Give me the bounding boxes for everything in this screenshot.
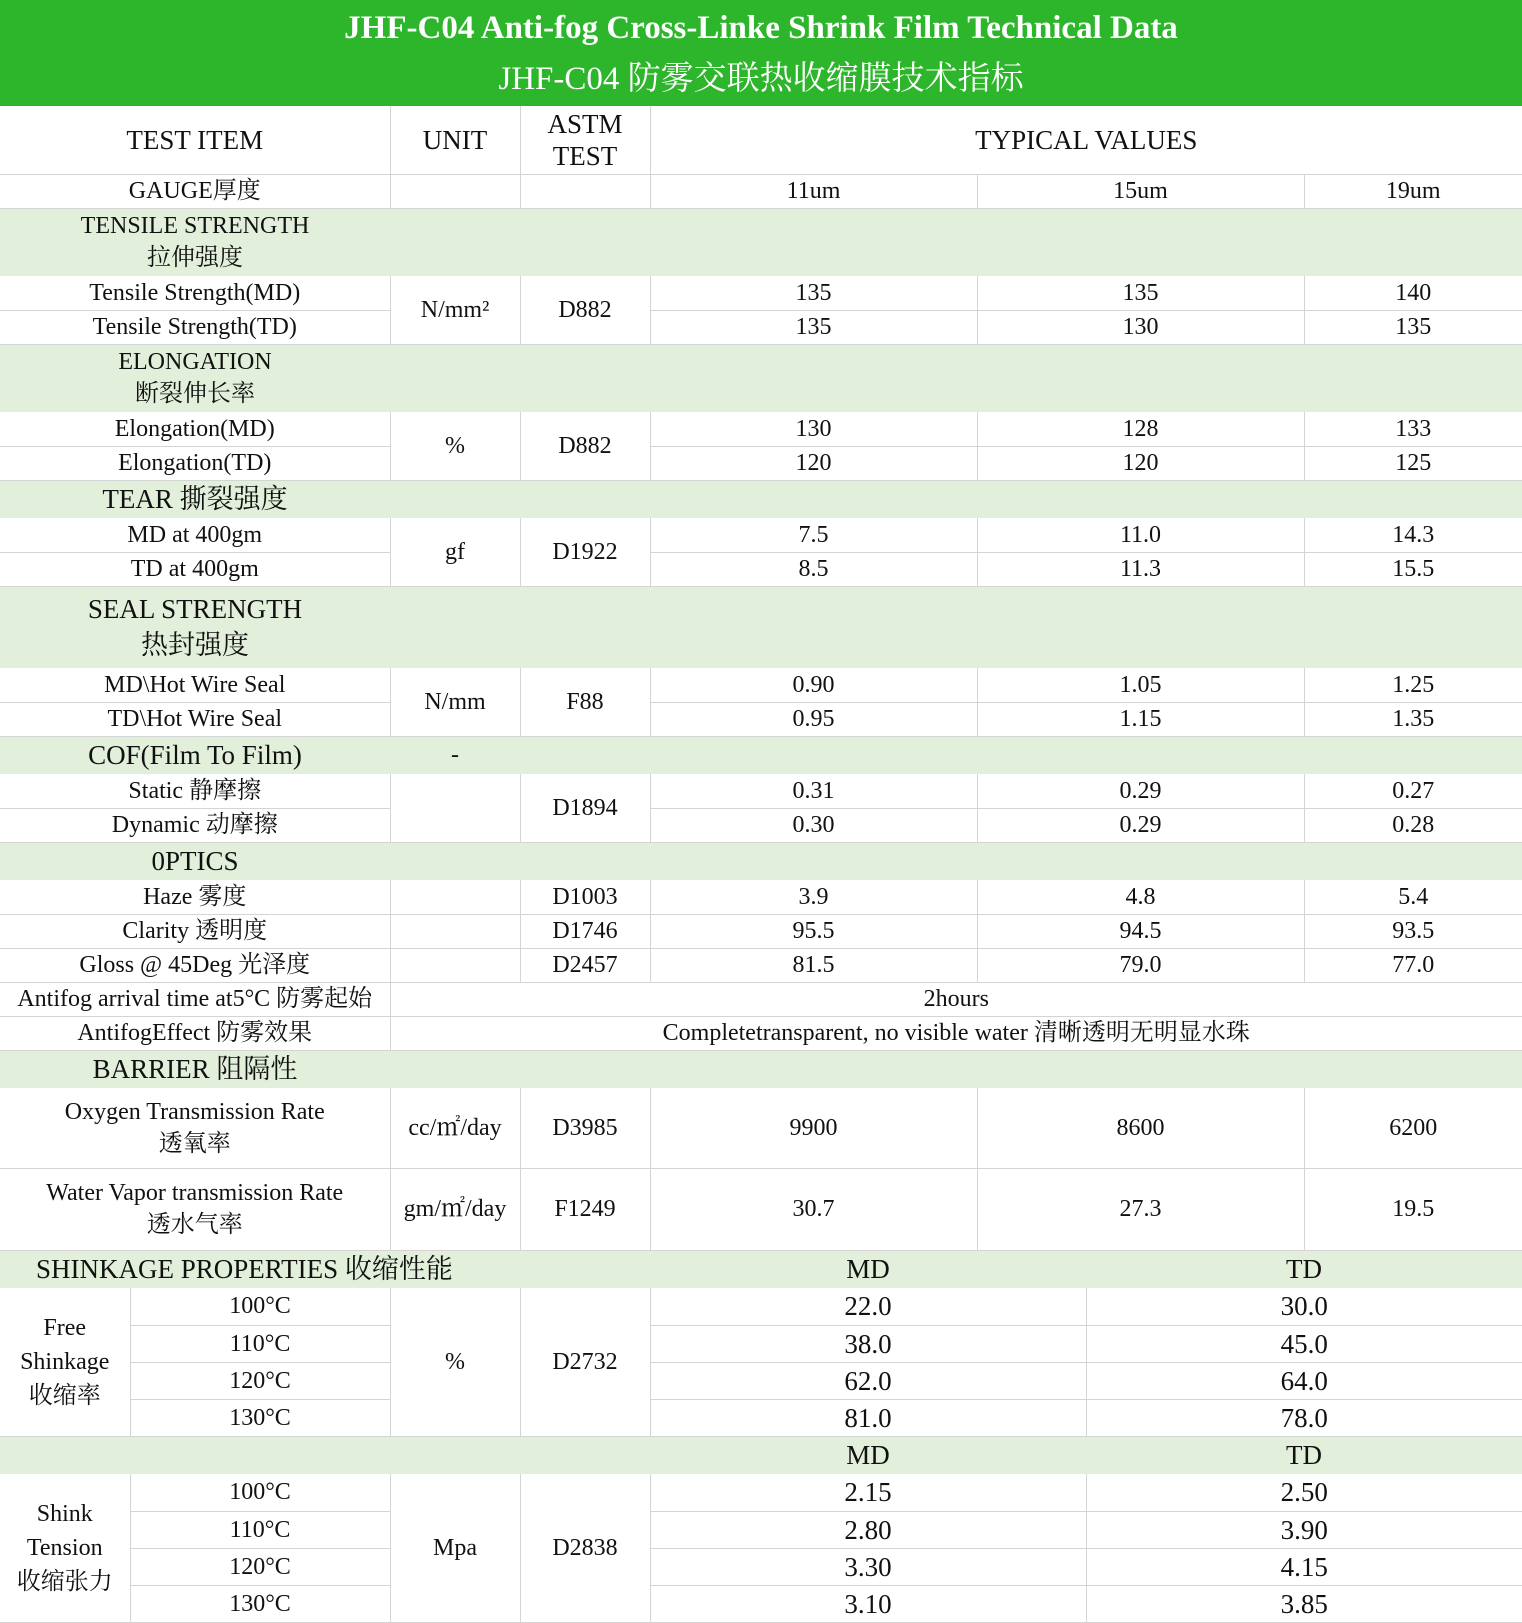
unit-cell: - (390, 736, 520, 774)
gauge-row (0, 174, 1522, 208)
table-row: Elongation(TD) 120 120 125 (0, 446, 1522, 480)
table-row: TD at 400gm 8.5 11.3 15.5 (0, 552, 1522, 586)
section-shrinkage (0, 1250, 1522, 1288)
section-seal (0, 586, 1522, 668)
md-header: MD (650, 1250, 1086, 1288)
astm-header: ASTM TEST (520, 106, 650, 174)
md-header: MD (650, 1436, 1086, 1474)
table-row: 110°C 2.80 3.90 (0, 1511, 1522, 1548)
section-title: TENSILE STRENGTH 拉伸强度 (0, 208, 390, 276)
table-row: 120°C 62.0 64.0 (0, 1362, 1522, 1399)
technical-data-table (0, 106, 1522, 1623)
unit-cell: % (390, 412, 520, 480)
table-row: Tensile Strength(MD) N/mm² D882 135 135 140 (0, 276, 1522, 310)
astm-cell: D3985 (520, 1088, 650, 1168)
table-row: 130°C 3.10 3.85 (0, 1585, 1522, 1622)
test-item-header: TEST ITEM (0, 106, 390, 174)
table-row: Clarity 透明度 D1746 95.5 94.5 93.5 (0, 914, 1522, 948)
section-tension (0, 1436, 1522, 1474)
table-row: 120°C 3.30 4.15 (0, 1548, 1522, 1585)
unit-cell: N/mm² (390, 276, 520, 344)
unit-cell: N/mm (390, 668, 520, 736)
free-shrinkage-label: Free Shinkage 收缩率 (0, 1288, 130, 1436)
section-title: SHINKAGE PROPERTIES 收缩性能 (0, 1250, 650, 1288)
section-title: TEAR 撕裂强度 (0, 480, 390, 518)
shrink-tension-label: Shink Tension 收缩张力 (0, 1474, 130, 1622)
astm-cell: F88 (520, 668, 650, 736)
table-row: Water Vapor transmission Rate 透水气率 gm/㎡/day F1249 30.7 27.3 19.5 (0, 1168, 1522, 1250)
table-row: Oxygen Transmission Rate 透氧率 cc/㎡/day D3985 9900 8600 6200 (0, 1088, 1522, 1168)
section-title: 0PTICS (0, 842, 390, 880)
astm-cell: D1746 (520, 914, 650, 948)
unit-cell: % (390, 1288, 520, 1436)
table-row: 130°C 81.0 78.0 (0, 1399, 1522, 1436)
table-row: Elongation(MD) % D882 130 128 133 (0, 412, 1522, 446)
table-row: Free Shinkage 收缩率 100°C % D2732 22.0 30.0 (0, 1288, 1522, 1325)
section-barrier (0, 1050, 1522, 1088)
title-chinese: JHF-C04 防雾交联热收缩膜技术指标 (498, 61, 1024, 97)
table-row: MD at 400gm gf D1922 7.5 11.0 14.3 (0, 518, 1522, 552)
table-row: TD\Hot Wire Seal 0.95 1.15 1.35 (0, 702, 1522, 736)
gauge-11um: 11um (650, 174, 977, 208)
astm-cell: F1249 (520, 1168, 650, 1250)
unit-cell: Mpa (390, 1474, 520, 1622)
table-row: Tensile Strength(TD) 135 130 135 (0, 310, 1522, 344)
table-row: Haze 雾度 D1003 3.9 4.8 5.4 (0, 880, 1522, 914)
astm-cell: D1922 (520, 518, 650, 586)
header-row (0, 106, 1522, 174)
section-tear (0, 480, 1522, 518)
section-elongation (0, 344, 1522, 412)
astm-cell: D1003 (520, 880, 650, 914)
astm-cell: D882 (520, 276, 650, 344)
astm-cell: D2732 (520, 1288, 650, 1436)
section-optics (0, 842, 1522, 880)
gauge-15um: 15um (977, 174, 1304, 208)
title-english: JHF-C04 Anti-fog Cross-Linke Shrink Film Technical Data (344, 10, 1178, 46)
table-row: Dynamic 动摩擦 0.30 0.29 0.28 (0, 808, 1522, 842)
astm-cell: D882 (520, 412, 650, 480)
typical-values-header: TYPICAL VALUES (650, 106, 1522, 174)
unit-cell: gf (390, 518, 520, 586)
td-header: TD (1086, 1436, 1522, 1474)
astm-cell: D1894 (520, 774, 650, 842)
td-header: TD (1086, 1250, 1522, 1288)
gauge-label: GAUGE厚度 (0, 174, 390, 208)
gauge-19um: 19um (1304, 174, 1522, 208)
section-title: ELONGATION 断裂伸长率 (0, 344, 390, 412)
antifog-arrival-row: Antifog arrival time at5°C 防雾起始 2hours (0, 982, 1522, 1016)
unit-header: UNIT (390, 106, 520, 174)
antifog-effect-row: AntifogEffect 防雾效果 Completetransparent, no visible water 清晰透明无明显水珠 (0, 1016, 1522, 1050)
table-row: 110°C 38.0 45.0 (0, 1325, 1522, 1362)
section-title: BARRIER 阻隔性 (0, 1050, 390, 1088)
section-tensile (0, 208, 1522, 276)
table-row: Static 静摩擦 D1894 0.31 0.29 0.27 (0, 774, 1522, 808)
section-title: SEAL STRENGTH 热封强度 (0, 586, 390, 668)
section-title: COF(Film To Film) (0, 736, 390, 774)
unit-cell: gm/㎡/day (390, 1168, 520, 1250)
table-row: Shink Tension 收缩张力 100°C Mpa D2838 2.15 2.50 (0, 1474, 1522, 1511)
section-cof (0, 736, 1522, 774)
astm-cell: D2838 (520, 1474, 650, 1622)
astm-cell: D2457 (520, 948, 650, 982)
table-row: MD\Hot Wire Seal N/mm F88 0.90 1.05 1.25 (0, 668, 1522, 702)
table-row: Gloss @ 45Deg 光泽度 D2457 81.5 79.0 77.0 (0, 948, 1522, 982)
title-banner (0, 0, 1522, 106)
unit-cell: cc/㎡/day (390, 1088, 520, 1168)
